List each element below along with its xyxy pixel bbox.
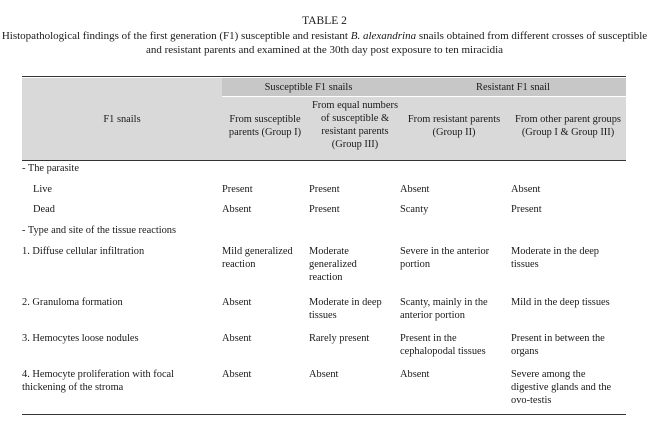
section-parasite: - The parasite [22,163,79,174]
cell: Present [309,184,340,195]
cell: Present in the cephalopodal tissues [400,333,486,357]
row-label-nodules: 3. Hemocytes loose nodules [22,333,139,344]
bottom-rule [22,414,626,415]
cell: Severe among the digestive glands and the ovo-testis [511,369,612,406]
row-header-label: F1 snails [103,114,141,125]
cell: Scanty, mainly in the anterior portion [400,297,488,321]
cell: Absent [400,184,430,195]
cell: Absent [511,184,541,195]
cell: Rarely present [309,333,370,344]
header-bottom-rule [22,160,626,161]
col-head-4: From other parent groups (Group I & Group III) [515,114,621,138]
cell: Moderate in the deep tissues [511,246,599,270]
cell: Moderate in deep tissues [309,297,382,321]
cell: Mild in the deep tissues [511,297,610,308]
top-rule [22,76,626,77]
cell: Present in between the organs [511,333,605,357]
table-caption [0,29,649,57]
col-head-1: From susceptible parents (Group I) [228,114,302,138]
table-label: TABLE 2 [302,15,347,27]
group-susceptible-label: Susceptible F1 snails [264,82,353,93]
cell: Absent [222,333,252,344]
group-divider [222,96,626,97]
row-label-dead: Dead [33,204,55,215]
table-title-block [0,14,649,57]
cell: Moderate generalized reaction [309,246,357,283]
cell: Absent [222,204,252,215]
col-head-3: From resistant parents (Group II) [407,114,501,138]
row-label-infiltration: 1. Diffuse cellular infiltration [22,246,145,257]
row-label-hemocyte-proliferation: 4. Hemocyte proliferation with focal thickening of the stroma [22,369,175,393]
cell: Absent [400,369,430,380]
cell: Severe in the anterior portion [400,246,490,270]
col-head-2: From equal numbers of susceptible & resistant parents (Group III) [312,100,398,150]
cell: Present [222,184,253,195]
cell: Present [309,204,340,215]
cell: Absent [309,369,339,380]
cell: Mild generalized reaction [222,246,293,270]
cell: Present [511,204,542,215]
caption-part2: snails obtained from different crosses of susceptible and resistant parents and examined at the 30th day post exposure to ten miracidia [145,30,648,56]
row-label-granuloma: 2. Granuloma formation [22,297,123,308]
caption-part1: Histopathological findings of the first generation (F1) susceptible and resistant [1,30,348,42]
group-resistant-label: Resistant F1 snail [476,82,550,93]
cell: Absent [222,369,252,380]
cell: Scanty [400,204,429,215]
section-tissue-reactions: - Type and site of the tissue reactions [22,225,177,236]
row-label-live: Live [33,184,53,195]
cell: Absent [222,297,252,308]
caption-species: B. alexandrina [350,30,417,42]
